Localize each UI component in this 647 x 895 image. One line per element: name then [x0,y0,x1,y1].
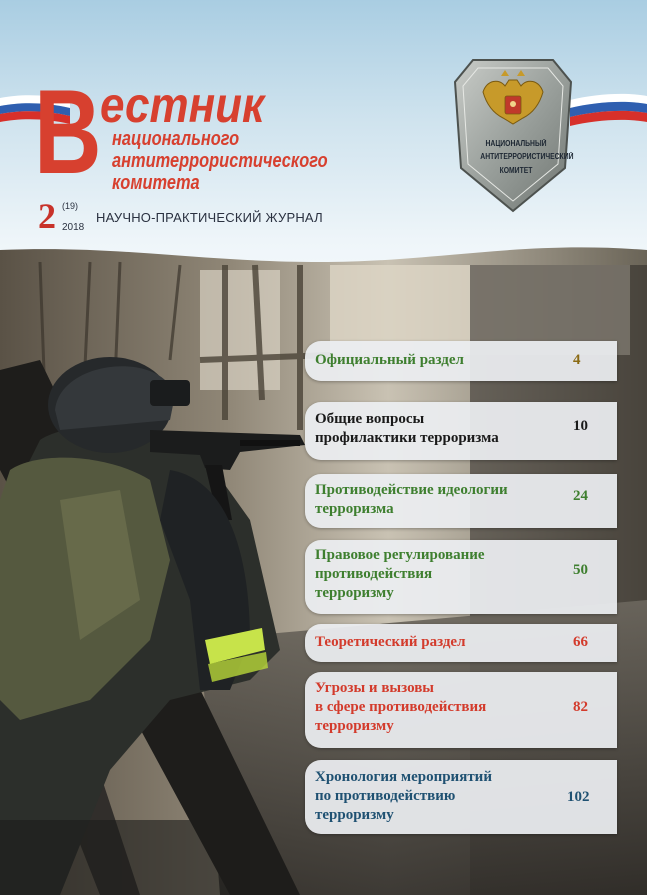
contents-page-number: 66 [573,634,588,650]
contents-title-line: терроризма [315,501,394,517]
title-word: естник [100,77,265,133]
contents-title-line: Официальный раздел [315,352,464,368]
contents-title-line: Угрозы и вызовы [315,680,435,696]
contents-title-line: Противодействие идеологии [315,482,508,498]
contents-page-number: 10 [573,418,588,434]
emblem-text-line-3: КОМИТЕТ [499,166,533,175]
contents-page-number: 82 [573,699,588,715]
contents-item-ideology[interactable] [305,474,617,528]
contents-title-line: терроризму [315,718,394,734]
contents-item-official[interactable] [305,341,617,381]
flag-stripes-right [570,90,647,134]
contents-item-general[interactable] [305,402,617,460]
contents-title-line: противодействия [315,566,433,582]
subtitle-line-1: национального [112,128,240,150]
title-initial-letter: В [34,65,101,199]
contents-title-line: терроризму [315,585,394,601]
contents-title-line: в сфере противодействия [315,699,487,715]
contents-item-chronology[interactable] [305,760,617,834]
emblem-shield-icon [453,58,573,213]
contents-title-line: Теоретический раздел [315,634,466,650]
contents-title-line: терроризму [315,807,394,823]
journal-type-label: НАУЧНО-ПРАКТИЧЕСКИЙ ЖУРНАЛ [96,210,323,225]
contents-item-threats[interactable] [305,672,617,748]
subtitle-line-2: антитеррористического [112,150,328,172]
contents-page-number: 50 [573,562,588,578]
contents-item-legal[interactable] [305,540,617,614]
contents-title-line: по противодействию [315,788,456,804]
subtitle-line-3: комитета [112,172,200,194]
emblem-text-line-1: НАЦИОНАЛЬНЫЙ [485,139,547,148]
issue-number: 2 [38,196,56,236]
contents-title-line: Общие вопросы [315,411,425,427]
emblem-text-line-2: АНТИТЕРРОРИСТИЧЕСКИЙ [480,152,574,161]
contents-title-line: Хронология мероприятий [315,769,492,785]
issue-serial: (19) [62,201,79,211]
issue-year: 2018 [62,222,85,233]
contents-title-line: профилактики терроризма [315,430,499,446]
contents-title-line: Правовое регулирование [315,547,485,563]
contents-page-number: 102 [567,789,590,805]
contents-item-theory[interactable] [305,624,617,662]
contents-page-number: 24 [573,488,588,504]
contents-page-number: 4 [573,352,581,368]
